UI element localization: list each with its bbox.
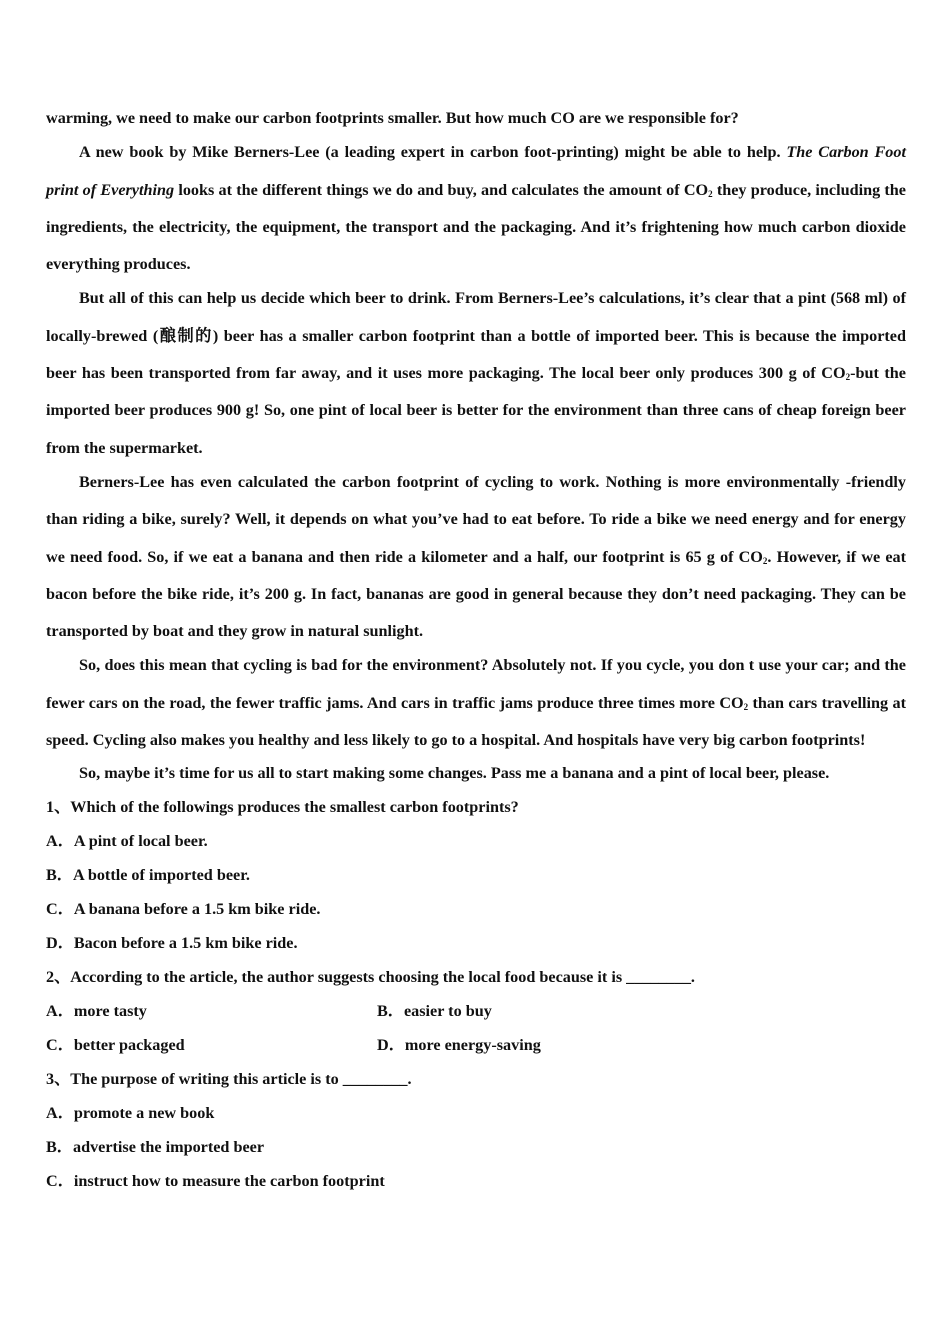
option-c[interactable]: C．better packaged bbox=[46, 1036, 185, 1055]
paragraph-text: they produce, including the ingredients, the electricity, the equipment, the transport and the packaging. And it’s frightening how much carbon dioxide everything produces. bbox=[46, 180, 906, 274]
question-1 bbox=[46, 790, 906, 960]
paragraph-text: A new book by Mike Berners-Lee (a leading expert in carbon foot-printing) might be able to help. bbox=[79, 143, 787, 162]
document-page bbox=[46, 100, 906, 1198]
option-d[interactable]: D．Bacon before a 1.5 km bike ride. bbox=[46, 934, 298, 953]
option-a[interactable]: A．A pint of local beer. bbox=[46, 832, 208, 851]
paragraph-text: Berners-Lee has even calculated the carbon footprint of cycling to work. Nothing is more environmentally -friendly than riding a bike, surely? Well, it depends on what you’ve had to eat before. To ride a bike we need energy and for energy we need food. So, if we eat a banana and then ride a kilometer and a half, our footprint is 65 g of CO bbox=[46, 472, 906, 566]
subscript-2: 2 bbox=[743, 701, 749, 712]
question-2 bbox=[46, 960, 906, 1062]
paragraph-text: But all of this can help us decide which beer to drink. From Berners-Lee’s calculations, it’s clear that a pint (568 ml) of locally-brewed (酿制的) beer has a smaller carbon footprint than a bottle of imported beer. This is because the imported beer has been transported from far away, and it uses more packaging. The local beer only produces 300 g of CO bbox=[46, 289, 906, 383]
option-row bbox=[46, 1028, 906, 1062]
option-d[interactable]: D．more energy-saving bbox=[377, 1036, 541, 1055]
passage-paragraph-0 bbox=[46, 100, 906, 137]
passage-paragraph-1 bbox=[46, 134, 906, 283]
subscript-2: 2 bbox=[708, 188, 713, 199]
option-b[interactable]: B．easier to buy bbox=[377, 1002, 492, 1021]
paragraph-text: . However, if we eat bacon before the bike ride, it’s 200 g. In fact, bananas are good in general because they don’t need packaging. They can be transported by boat and they grow in natural sunlight. bbox=[46, 547, 907, 641]
option-a[interactable]: A．more tasty bbox=[46, 1002, 147, 1021]
passage-paragraph-2 bbox=[46, 280, 906, 466]
passage-paragraph-4 bbox=[46, 647, 906, 759]
subscript-2: 2 bbox=[762, 555, 768, 566]
option-b[interactable]: B．A bottle of imported beer. bbox=[46, 866, 250, 885]
option-c[interactable]: C．instruct how to measure the carbon footprint bbox=[46, 1172, 385, 1191]
subscript-2: 2 bbox=[845, 372, 851, 383]
paragraph-text: So, maybe it’s time for us all to start making some changes. Pass me a banana and a pint of local beer, please. bbox=[79, 764, 830, 783]
question-3 bbox=[46, 1062, 906, 1198]
option-c[interactable]: C．A banana before a 1.5 km bike ride. bbox=[46, 900, 321, 919]
paragraph-text: So, does this mean that cycling is bad for the environment? Absolutely not. If you cycle, you don t use your car; and the fewer cars on the road, the fewer traffic jams. And cars in traffic jams produce three times more CO bbox=[46, 656, 906, 712]
paragraph-text: warming, we need to make our carbon footprints smaller. But how much CO are we responsible for? bbox=[46, 109, 739, 127]
option-row bbox=[46, 994, 906, 1028]
option-a[interactable]: A．promote a new book bbox=[46, 1104, 215, 1123]
paragraph-text: than cars travelling at speed. Cycling also makes you healthy and less likely to go to a hospital. And hospitals have very big carbon footprints! bbox=[46, 693, 906, 750]
passage-paragraph-5 bbox=[46, 756, 906, 790]
book-title: The Carbon Foot print of Everything bbox=[46, 143, 906, 199]
passage-paragraph-3 bbox=[46, 464, 906, 650]
paragraph-text: -but the imported beer produces 900 g! So, one pint of local beer is better for the environment than three cans of cheap foreign beer from the supermarket. bbox=[46, 364, 906, 457]
paragraph-text: looks at the different things we do and buy, and calculates the amount of CO bbox=[174, 180, 709, 199]
question-stem: 1、Which of the followings produces the smallest carbon footprints? bbox=[46, 798, 519, 817]
option-b[interactable]: B．advertise the imported beer bbox=[46, 1138, 265, 1157]
question-stem: 2、According to the article, the author suggests choosing the local food because it is ________. bbox=[46, 968, 695, 987]
question-stem: 3、The purpose of writing this article is to ________. bbox=[46, 1070, 412, 1089]
